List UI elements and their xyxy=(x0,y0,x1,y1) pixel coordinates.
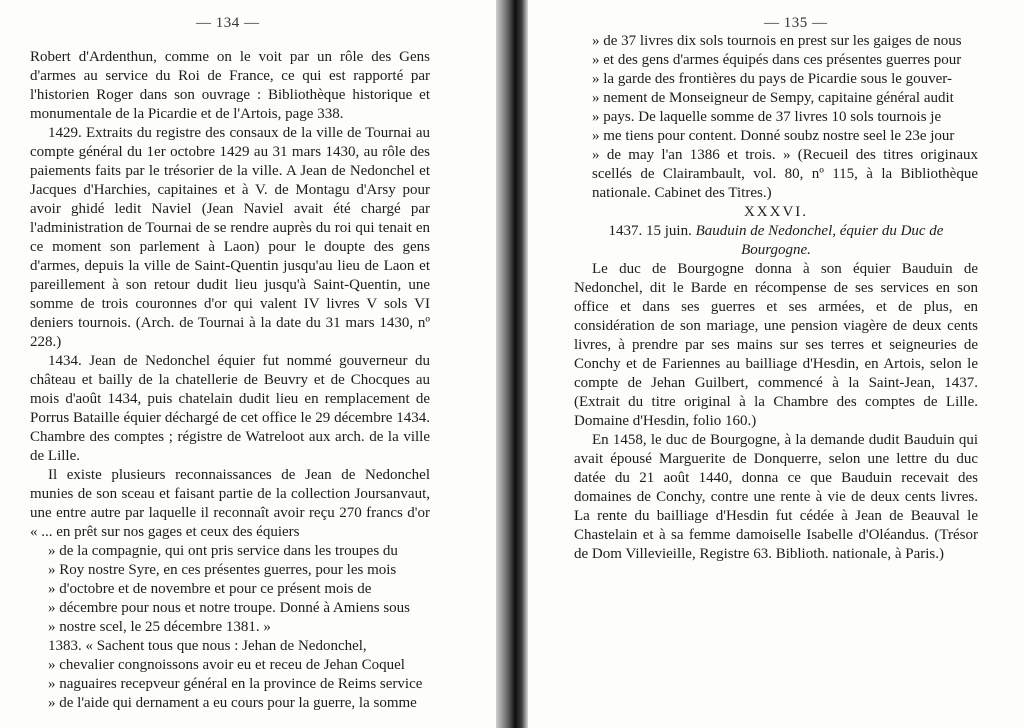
paragraph: Il existe plusieurs reconnaissances de Jean de Nedonchel munies de son sceau et faisant partie de la collection Joursanvaut, une entre autre par laquelle il reconnaît avoir reçu 270 francs d'or « ... en prêt sur nos gages et ceux des équiers xyxy=(30,467,430,540)
quote-line: » me tiens pour content. Donné soubz nostre seel le 23e jour xyxy=(592,128,955,144)
quote-line: » de la compagnie, qui ont pris service dans les troupes du xyxy=(48,543,398,559)
section-date: 1437. 15 juin. xyxy=(608,223,692,239)
quote-line: » de may l'an 1386 et trois. » (Recueil des titres originaux scellés de Clairambault, vol. 80, nº 115, à la Bibliothèque nationale. Cabinet des Titres.) xyxy=(592,147,978,201)
right-page xyxy=(528,0,1024,728)
paragraph: Robert d'Ardenthun, comme on le voit par un rôle des Gens d'armes au service du Roi de France, ce qui est rapporté par l'historien Roger dans son ouvrage : Bibliothèque historique et monumentale de la Picardie et de l'Artois, page 338. xyxy=(30,49,430,122)
quote-line: » d'octobre et de novembre et pour ce présent mois de xyxy=(48,581,372,597)
quote-line: » naguaires recepveur général en la province de Reims service xyxy=(48,676,423,692)
paragraph: 1434. Jean de Nedonchel équier fut nommé gouverneur du château et bailly de la chatellerie de Beuvry et de Chocques au mois d'août 1434, puis chatelain dudit lieu en remplacement de Porrus Bataille équier déchargé de cet office le 29 décembre 1434. Chambre des comptes ; régistre de Watreloot aux arch. de la ville de Lille. xyxy=(30,353,430,464)
paragraph: 1383. « Sachent tous que nous : Jehan de Nedonchel, xyxy=(48,638,367,654)
quote-line: » Roy nostre Syre, en ces présentes guerres, pour les mois xyxy=(48,562,397,578)
quote-line: » de l'aide qui dernament a eu cours pour la guerre, la somme xyxy=(48,695,417,711)
left-page xyxy=(0,0,496,728)
quote-line: » pays. De laquelle somme de 37 livres 10 sols tournois je xyxy=(592,109,942,125)
section-title: Bauduin de Nedonchel, équier du Duc de Bourgogne. xyxy=(695,223,944,258)
paragraph: Le duc de Bourgogne donna à son équier Bauduin de Nedonchel, dit le Barde en récompense de ses services en son office et dans ses guerres et ses armées, et de plus, en considération de son mariage, une pension viagère de deux cents livres, à prendre par ses mains sur ses terres et seigneuries de Conchy et de Fariennes au bailliage d'Hesdin, en Artois, selon le compte de Jehan Guilbert, commencé à la Saint-Jean, 1437. (Extrait du titre original à la Chambre des comptes de Lille. Domaine d'Hesdin, folio 160.) xyxy=(574,261,978,429)
section-heading xyxy=(574,222,978,260)
quote-line: » nostre scel, le 25 décembre 1381. » xyxy=(48,619,271,635)
quote-line: » nement de Monseigneur de Sempy, capitaine général audit xyxy=(592,90,954,106)
right-page-text xyxy=(574,32,978,564)
quote-line: » et des gens d'armes équipés dans ces présentes guerres pour xyxy=(592,52,962,68)
paragraph: 1429. Extraits du registre des consaux de la ville de Tournai au compte général du 1er octobre 1429 au 31 mars 1430, au rôle des paiements faits par le trésorier de la ville. A Jean de Nedonchel et Jacques d'Harchies, capitaines et à V. de Montagu d'Arsy pour avoir ghidé ledit Naviel (Jean Naviel avait été chargé par l'administration de Tournai de se rendre auprès du roi qui tenait en ce moment son parlement à Laon) pour le doupte des gens d'armes, depuis la ville de Saint-Quentin jusqu'au lieu de Laon et pareillement à son retour dudit lieu jusqu'à Saint-Quentin, une somme de trois couronnes d'or qui valent IV livres V sols VI deniers tournois. (Arch. de Tournai à la date du 31 mars 1430, nº 228.) xyxy=(30,125,430,350)
section-number: XXXVI. xyxy=(743,204,809,220)
quote-line: » décembre pour nous et notre troupe. Donné à Amiens sous xyxy=(48,600,410,616)
quote-line: » la garde des frontières du pays de Picardie sous le gouver- xyxy=(592,71,952,87)
left-page-number: — 134 — xyxy=(196,15,260,31)
book-gutter xyxy=(496,0,528,728)
left-page-text xyxy=(30,48,430,713)
right-page-number: — 135 — xyxy=(764,15,828,31)
quote-line: » chevalier congnoissons avoir eu et receu de Jehan Coquel xyxy=(48,657,405,673)
quote-line: » de 37 livres dix sols tournois en prest sur les gaiges de nous xyxy=(592,33,962,49)
paragraph: En 1458, le duc de Bourgogne, à la demande dudit Bauduin qui avait épousé Marguerite de Donquerre, selon une lettre du duc datée du 21 août 1440, donna ce que Bauduin recevait des domaines de Conchy, contre une rente à vie de deux cents livres. La rente du bailliage d'Hesdin fut cédée à Jean de Beauval le Chastelain et à sa femme damoiselle Isabelle d'Oléandus. (Trésor de Dom Villevieille, Registre 63. Biblioth. nationale, à Paris.) xyxy=(574,432,978,562)
